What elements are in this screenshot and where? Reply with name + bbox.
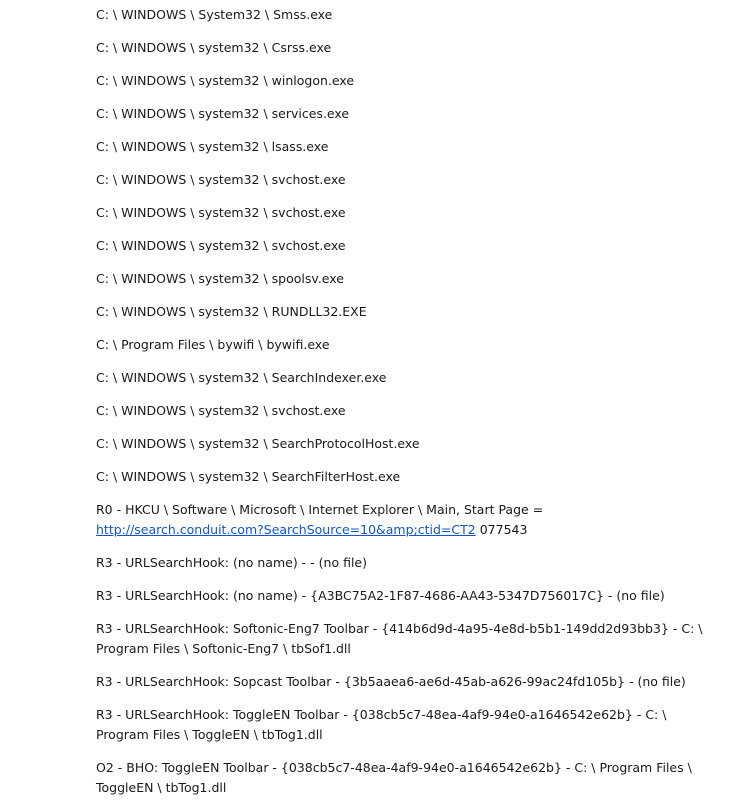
- registry-entry: R3 - URLSearchHook: (no name) - {A3BC75A2-1F87-4686-AA43-5347D756017C} - (no file): [96, 588, 665, 603]
- start-page-link[interactable]: http://search.conduit.com?SearchSource=10&amp;ctid=CT2: [96, 522, 476, 537]
- process-line: C: \ WINDOWS \ System32 \ Smss.exe: [96, 7, 333, 22]
- registry-entry: R3 - URLSearchHook: Sopcast Toolbar - {3b5aaea6-ae6d-45ab-a626-99ac24fd105b} - (no file): [96, 674, 686, 689]
- process-line: C: \ WINDOWS \ system32 \ svchost.exe: [96, 172, 346, 187]
- process-line: C: \ WINDOWS \ system32 \ services.exe: [96, 106, 350, 121]
- registry-entry: R3 - URLSearchHook: (no name) - - (no file): [96, 555, 367, 570]
- process-line: C: \ WINDOWS \ system32 \ svchost.exe: [96, 205, 346, 220]
- process-line: C: \ Program Files \ bywifi \ bywifi.exe: [96, 337, 330, 352]
- process-line: C: \ WINDOWS \ system32 \ winlogon.exe: [96, 73, 355, 88]
- process-line: C: \ WINDOWS \ system32 \ lsass.exe: [96, 139, 329, 154]
- process-line: C: \ WINDOWS \ system32 \ SearchIndexer.exe: [96, 370, 387, 385]
- start-page-entry: [96, 500, 708, 540]
- process-line: C: \ WINDOWS \ system32 \ SearchFilterHost.exe: [96, 469, 401, 484]
- process-line: C: \ WINDOWS \ system32 \ RUNDLL32.EXE: [96, 304, 367, 319]
- start-page-suffix: 077543: [475, 522, 528, 537]
- process-line: C: \ WINDOWS \ system32 \ Csrss.exe: [96, 40, 332, 55]
- process-line: C: \ WINDOWS \ system32 \ svchost.exe: [96, 238, 346, 253]
- registry-entry: R3 - URLSearchHook: Softonic-Eng7 Toolbar - {414b6d9d-4a95-4e8d-b5b1-149dd2d93bb3} - C: \ Program Files \ Softonic-Eng7 \ tbSof1.dll: [96, 621, 703, 656]
- process-line: C: \ WINDOWS \ system32 \ svchost.exe: [96, 403, 346, 418]
- process-line: C: \ WINDOWS \ system32 \ spoolsv.exe: [96, 271, 344, 286]
- start-page-prefix: R0 - HKCU \ Software \ Microsoft \ Internet Explorer \ Main, Start Page =: [96, 502, 544, 517]
- registry-entry: O2 - BHO: ToggleEN Toolbar - {038cb5c7-48ea-4af9-94e0-a1646542e62b} - C: \ Program Files \ ToggleEN \ tbTog1.dll: [96, 760, 692, 795]
- registry-entry: R3 - URLSearchHook: ToggleEN Toolbar - {038cb5c7-48ea-4af9-94e0-a1646542e62b} - C: \ Program Files \ ToggleEN \ tbTog1.dll: [96, 707, 667, 742]
- process-line: C: \ WINDOWS \ system32 \ SearchProtocolHost.exe: [96, 436, 420, 451]
